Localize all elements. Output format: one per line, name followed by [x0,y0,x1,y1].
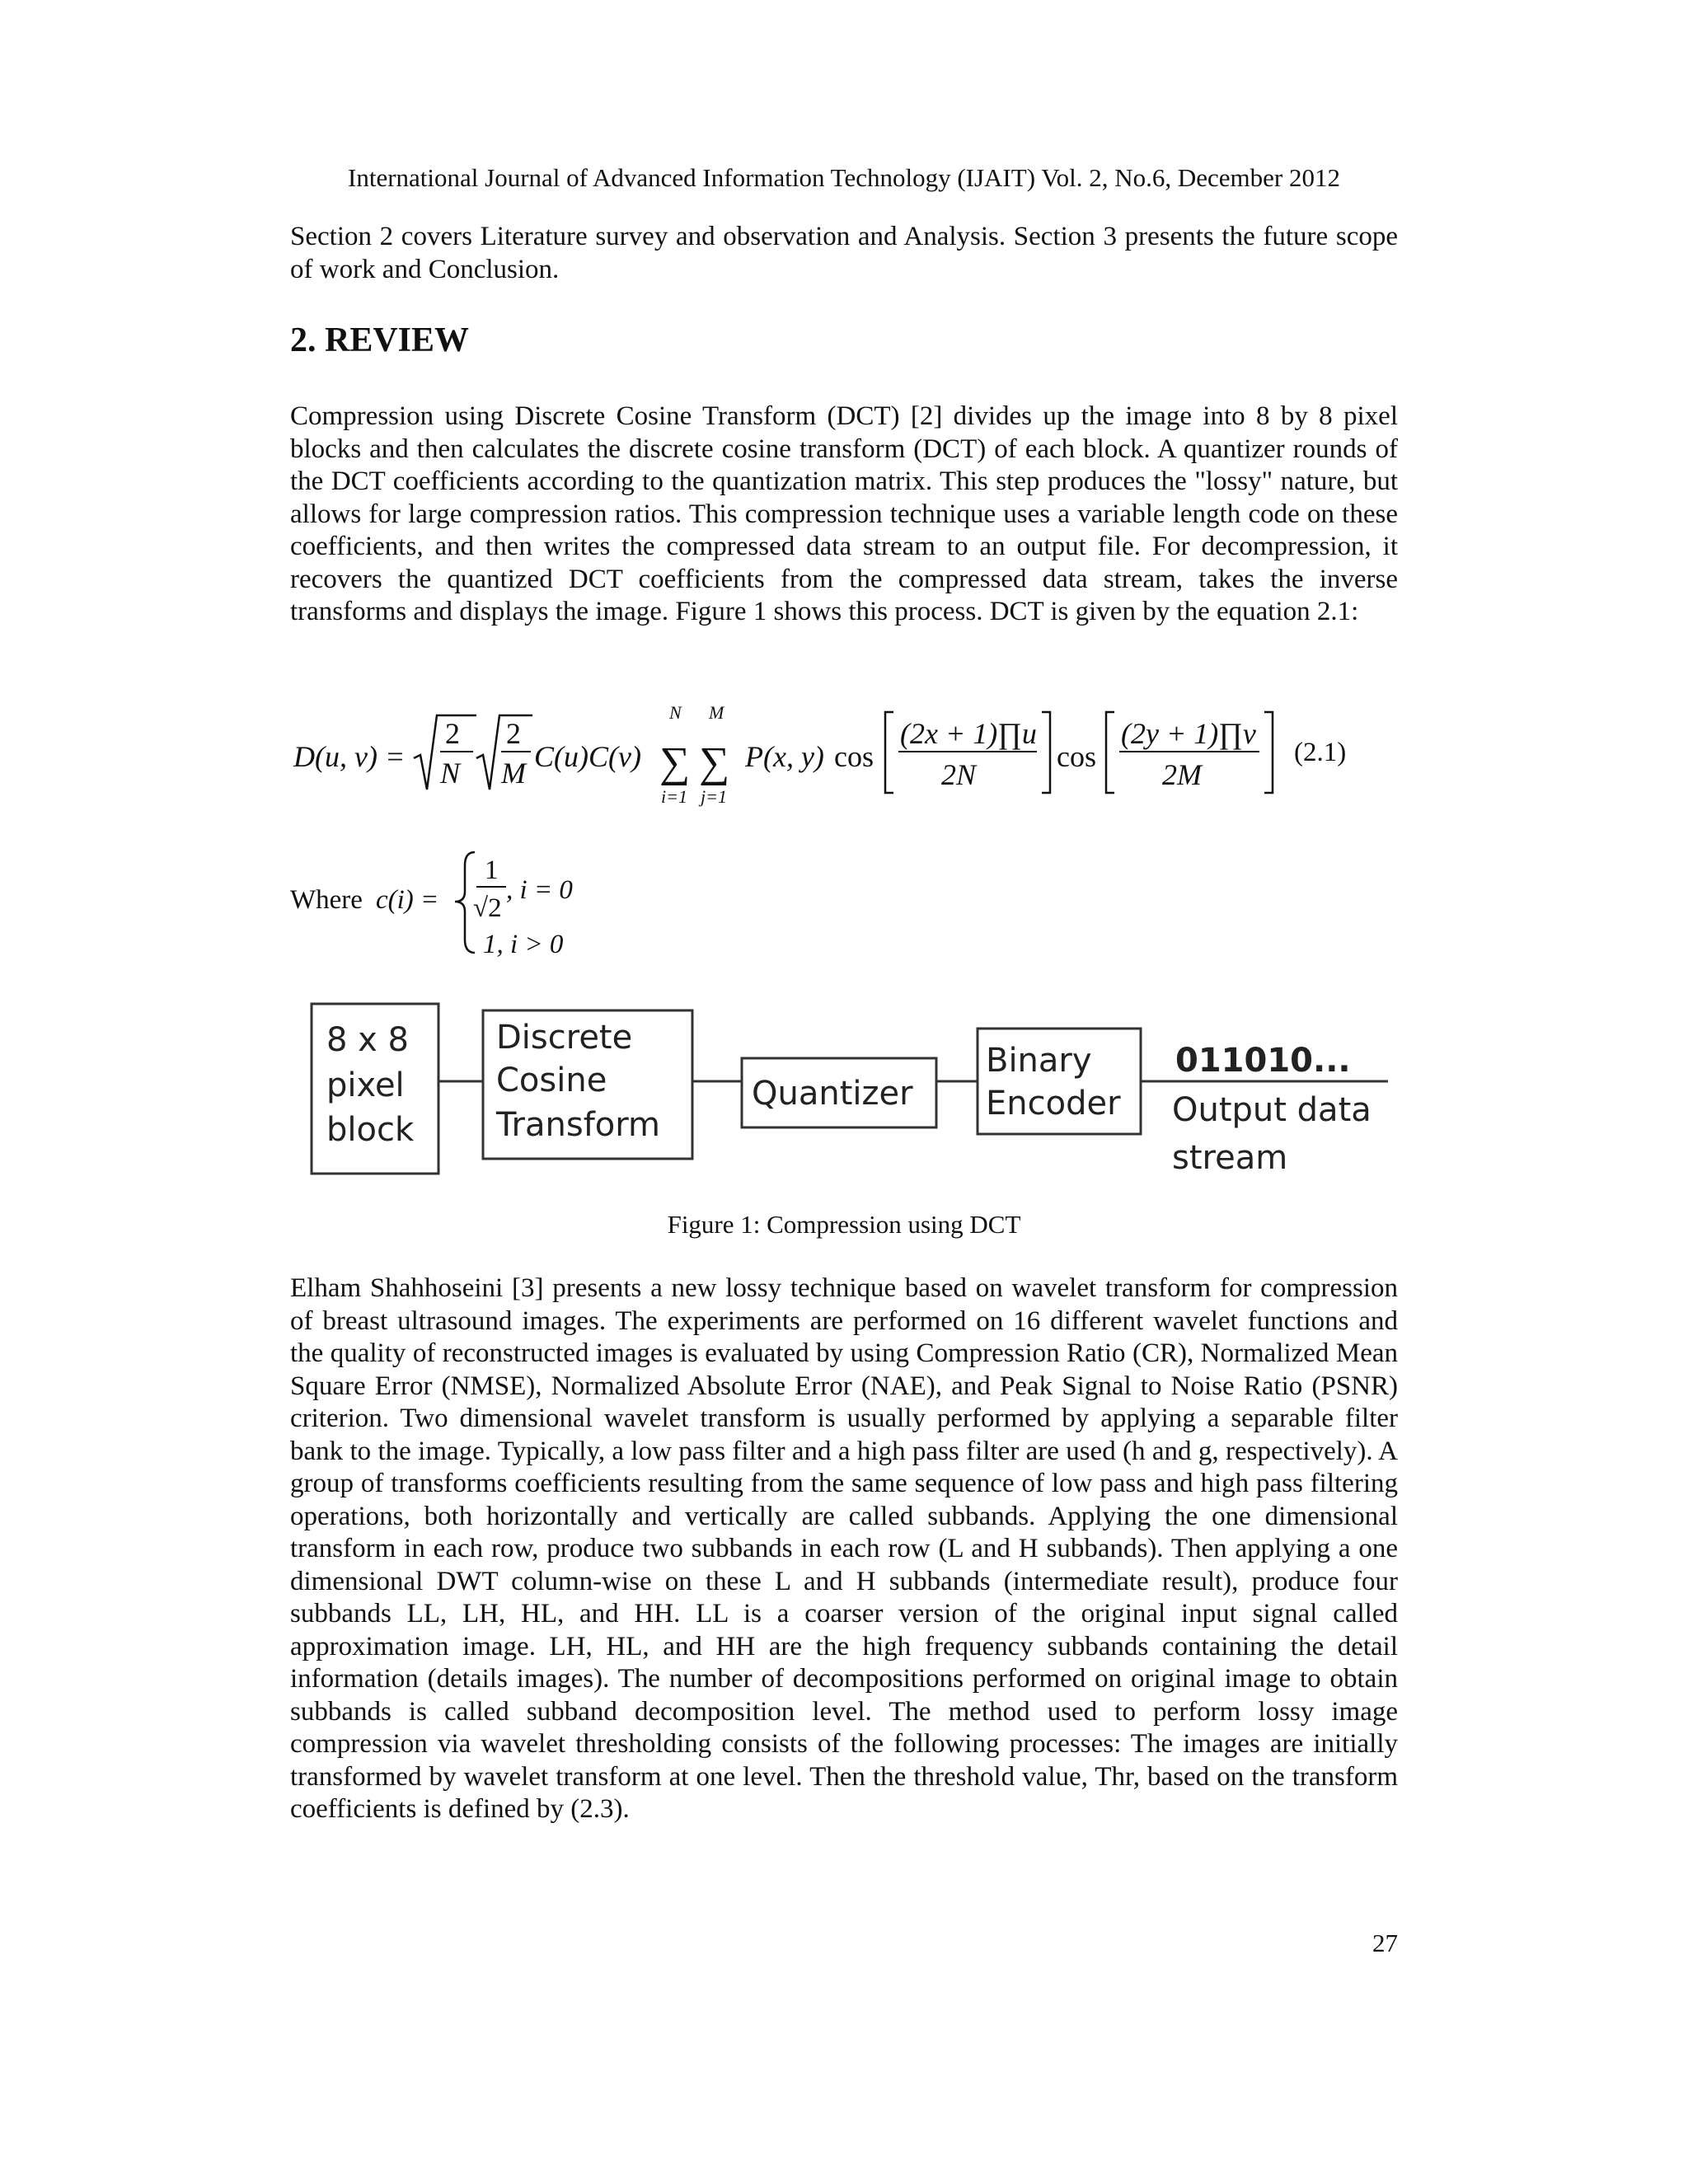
page-number: 27 [1372,1929,1398,1957]
block4-line: Encoder [986,1085,1121,1122]
case1-numerator: 1 [485,855,499,885]
cos-label: cos [834,740,874,773]
sum1-upper: N [669,702,682,723]
block1-line: pixel [326,1066,405,1104]
intro-paragraph: Section 2 covers Literature survey and observation and Analysis. Section 3 presents the future scope of work and Conclusion. [290,222,1398,284]
brace-symbol [455,852,475,953]
figure-caption: Figure 1: Compression using DCT [667,1210,1021,1239]
sum2-lower: j=1 [701,786,727,807]
output-label: Output data [1172,1091,1372,1129]
case1-denominator: √2 [473,893,502,923]
block3-line: Quantizer [752,1075,913,1113]
cos1-numerator: (2x + 1)∏u [900,717,1037,750]
review-paragraph-wavelet: Elham Shahhoseini [3] presents a new lossy technique based on wavelet transform for compression of breast ultrasound images. The experiments are performed on 16 different wavelet functions and the quality of reconstructed images is evaluated by using Compression Ratio (CR), Normalized Mean Square Error (NMSE), Normalized Absolute Error (NAE), and Peak Signal to Noise Ratio (PSNR) criterion. Two dimensional wavelet transform is usually performed by applying a separable filter bank to the image. Typically, a low pass filter and a high pass filter are used (h and g, respectively). A group of transforms coefficients resulting from the same sequence of low pass and high pass filtering operations, both horizontally and vertically are called subbands. Applying the one dimensional transform in each row, produce two subbands in each row (L and H subbands). Then applying a one dimensional DWT column-wise on these L and H subbands (intermediate result), produce four subbands LL, LH, HL, and HH. LL is a coarser version of the original input signal called approximation image. LH, HL, and HH are the high frequency subbands containing the detail information (details images). The number of decompositions performed on original image to obtain subbands is called subband decomposition level. The method used to perform lossy image compression via wavelet thresholding consists of the following processes: The images are initially transformed by wavelet transform at one level. Then the threshold value, Thr, based on the transform coefficients is defined by (2.3). [290,1273,1398,1824]
frac1-denominator: N [440,757,461,790]
frac2-denominator: M [501,757,526,790]
equation-number: (2.1) [1294,738,1347,767]
block2-line: Cosine [496,1062,607,1099]
block1-line: block [326,1111,415,1149]
section-title: 2. REVIEW [290,321,470,359]
pixel-term: P(x, y) [745,740,824,773]
block1-line: 8 x 8 [326,1021,409,1059]
block2-line: Transform [496,1106,660,1144]
equation-lhs: D(u, v) = [293,740,406,773]
cos-label: cos [1057,740,1096,773]
frac1-numerator: 2 [445,717,460,750]
where-label: Where [290,885,363,915]
coefficient-term: C(u)C(v) [534,740,641,773]
journal-header: International Journal of Advanced Information Technology (IJAIT) Vol. 2, No.6, December 2012 [348,163,1340,192]
dct-equation [290,701,1398,808]
block2-line: Discrete [496,1019,633,1057]
case1-condition: , i = 0 [506,875,573,905]
cos2-denominator: 2M [1162,758,1202,791]
sum2-upper: M [709,702,724,723]
output-label: stream [1172,1139,1288,1177]
cos1-denominator: 2N [941,758,977,791]
where-lhs: c(i) = [376,885,439,915]
sum1-sigma: ∑ [659,739,691,786]
sum2-sigma: ∑ [699,739,730,786]
review-paragraph-dct: Compression using Discrete Cosine Transform (DCT) [2] divides up the image into 8 by 8 pixel blocks and then calculates the discrete cosine transform (DCT) of each block. A quantizer rounds of the DCT coefficients according to the quantization matrix. This step produces the "lossy" nature, but allows for large compression ratios. This compression technique uses a variable length code on these coefficients, and then writes the compressed data stream to an output file. For decompression, it recovers the quantized DCT coefficients from the compressed data stream, takes the inverse transforms and displays the image. Figure 1 shows this process. DCT is given by the equation 2.1: [290,401,1398,626]
output-bits: 011010... [1175,1042,1351,1080]
where-clause [290,841,785,964]
case2: 1, i > 0 [483,930,564,959]
cos2-numerator: (2y + 1)∏v [1121,717,1256,750]
frac2-numerator: 2 [506,717,521,750]
sum1-lower: i=1 [661,786,687,807]
dct-block-diagram [305,989,1401,1187]
block4-line: Binary [986,1042,1092,1080]
